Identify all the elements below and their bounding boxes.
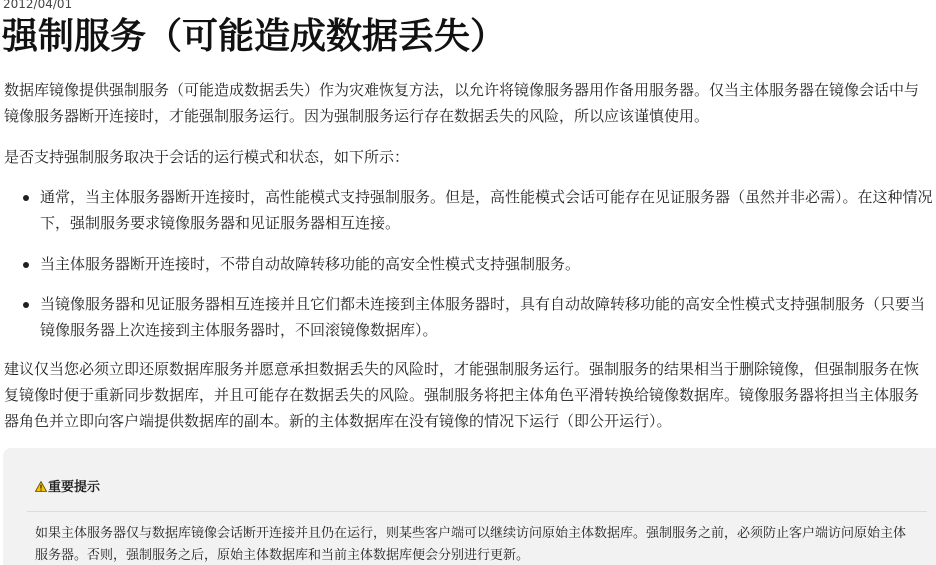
bullet-icon: [23, 302, 29, 308]
intro-paragraph: 数据库镜像提供强制服务（可能造成数据丢失）作为灾难恢复方法，以允许将镜像服务器用作备用服务器。仅当主体服务器在镜像会话中与镜像服务器断开连接时，才能强制服务运行。因为强制服务运行存在数据丢失的风险，所以应该谨慎使用。: [4, 81, 920, 125]
recommendation-paragraph: 建议仅当您必须立即还原数据库服务并愿意承担数据丢失的风险时，才能强制服务运行。强制服务的结果相当于删除镜像，但强制服务在恢复镜像时便于重新同步数据库，并且可能存在数据丢失的风险。强制服务将把主体角色平滑转换给镜像数据库。镜像服务器将担当主体服务器角色并立即向客户端提供数据库的副本。新的主体数据库在没有镜像的情况下运行（即公开运行）。: [4, 360, 920, 430]
bullet-icon: [23, 262, 29, 268]
support-conditions-paragraph: 是否支持强制服务取决于会话的运行模式和状态，如下所示：: [4, 148, 410, 166]
note-divider: [27, 511, 927, 512]
list-item-text: 通常，当主体服务器断开连接时，高性能模式支持强制服务。但是，高性能模式会话可能存在见证服务器（虽然并非必需）。在这种情况下，强制服务要求镜像服务器和见证服务器相互连接。: [40, 188, 933, 232]
list-item-text: 当主体服务器断开连接时，不带自动故障转移功能的高安全性模式支持强制服务。: [40, 255, 581, 273]
publish-date: 2012/04/01: [3, 0, 73, 11]
note-heading-label: 重要提示: [48, 480, 101, 495]
page-title: 强制服务（可能造成数据丢失）: [2, 16, 507, 57]
list-item-text: 当镜像服务器和见证服务器相互连接并且它们都未连接到主体服务器时，具有自动故障转移功能的高安全性模式支持强制服务（只要当镜像服务器上次连接到主体服务器时，不回滚镜像数据库）。: [40, 295, 926, 339]
note-heading: [35, 478, 100, 499]
bullet-icon: [23, 195, 29, 201]
note-text: 如果主体服务器仅与数据库镜像会话断开连接并且仍在运行，则某些客户端可以继续访问原始主体数据库。强制服务之前，必须防止客户端访问原始主体服务器。否则，强制服务之后，原始主体数据库和当前主体数据库便会分别进行更新。: [35, 526, 907, 563]
warning-icon: [35, 479, 47, 499]
